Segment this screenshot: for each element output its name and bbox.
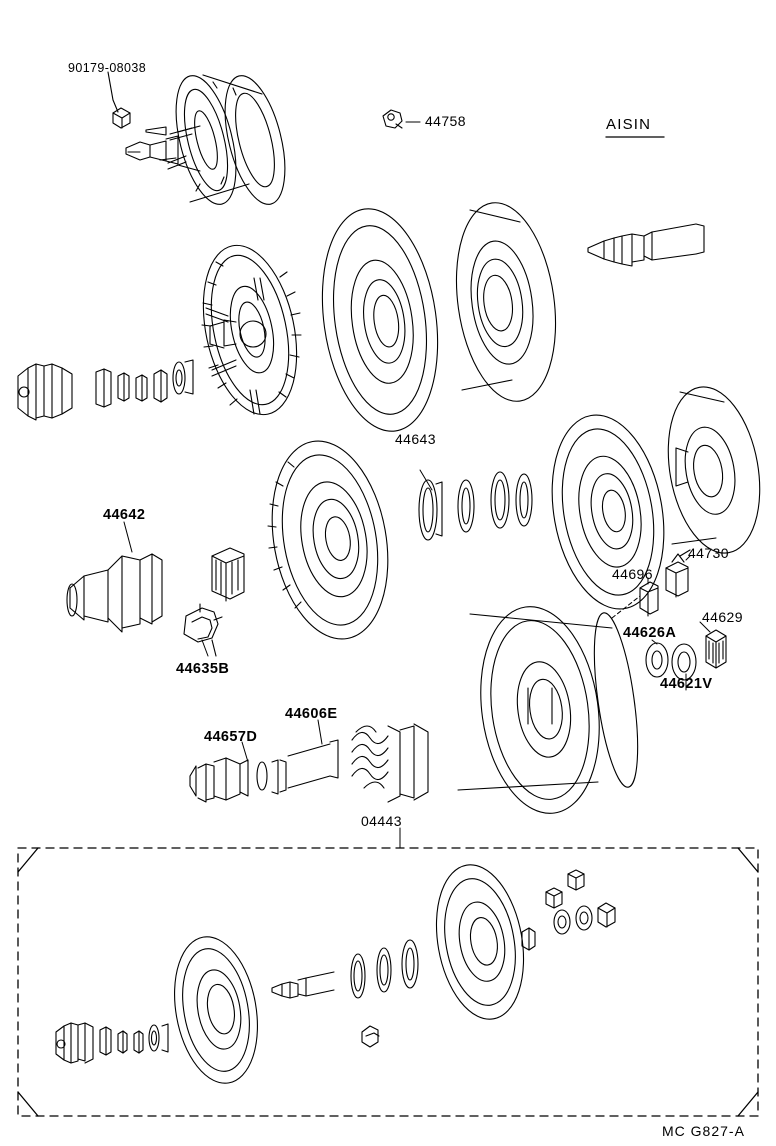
inset-assembly (56, 858, 615, 1090)
part-label-44758: 44758 (425, 113, 466, 129)
part-label-44626A: 44626A (623, 625, 677, 641)
part-label-44730: 44730 (688, 545, 729, 561)
clip-44758 (383, 110, 420, 128)
part-label-04443: 04443 (361, 813, 402, 829)
small-parts-row-left (18, 360, 193, 420)
part-label-44635B: 44635B (176, 661, 230, 677)
part-label-44606E: 44606E (285, 706, 338, 722)
part-label-44696: 44696 (612, 566, 653, 582)
booster-middle-row (67, 380, 772, 656)
part-label-44629: 44629 (702, 609, 743, 625)
part-label-44643: 44643 (395, 431, 436, 447)
booster-top-left (108, 70, 296, 211)
part-label-44621V: 44621V (660, 676, 713, 692)
diagram-footer-code: MC G827-A (662, 1123, 745, 1139)
part-label-44657D: 44657D (204, 729, 258, 745)
booster-upper-middle (189, 196, 704, 438)
manufacturer-note: AISIN (606, 116, 652, 133)
part-label-44642: 44642 (103, 507, 146, 523)
part-label-90179-08038: 90179-08038 (68, 61, 147, 75)
